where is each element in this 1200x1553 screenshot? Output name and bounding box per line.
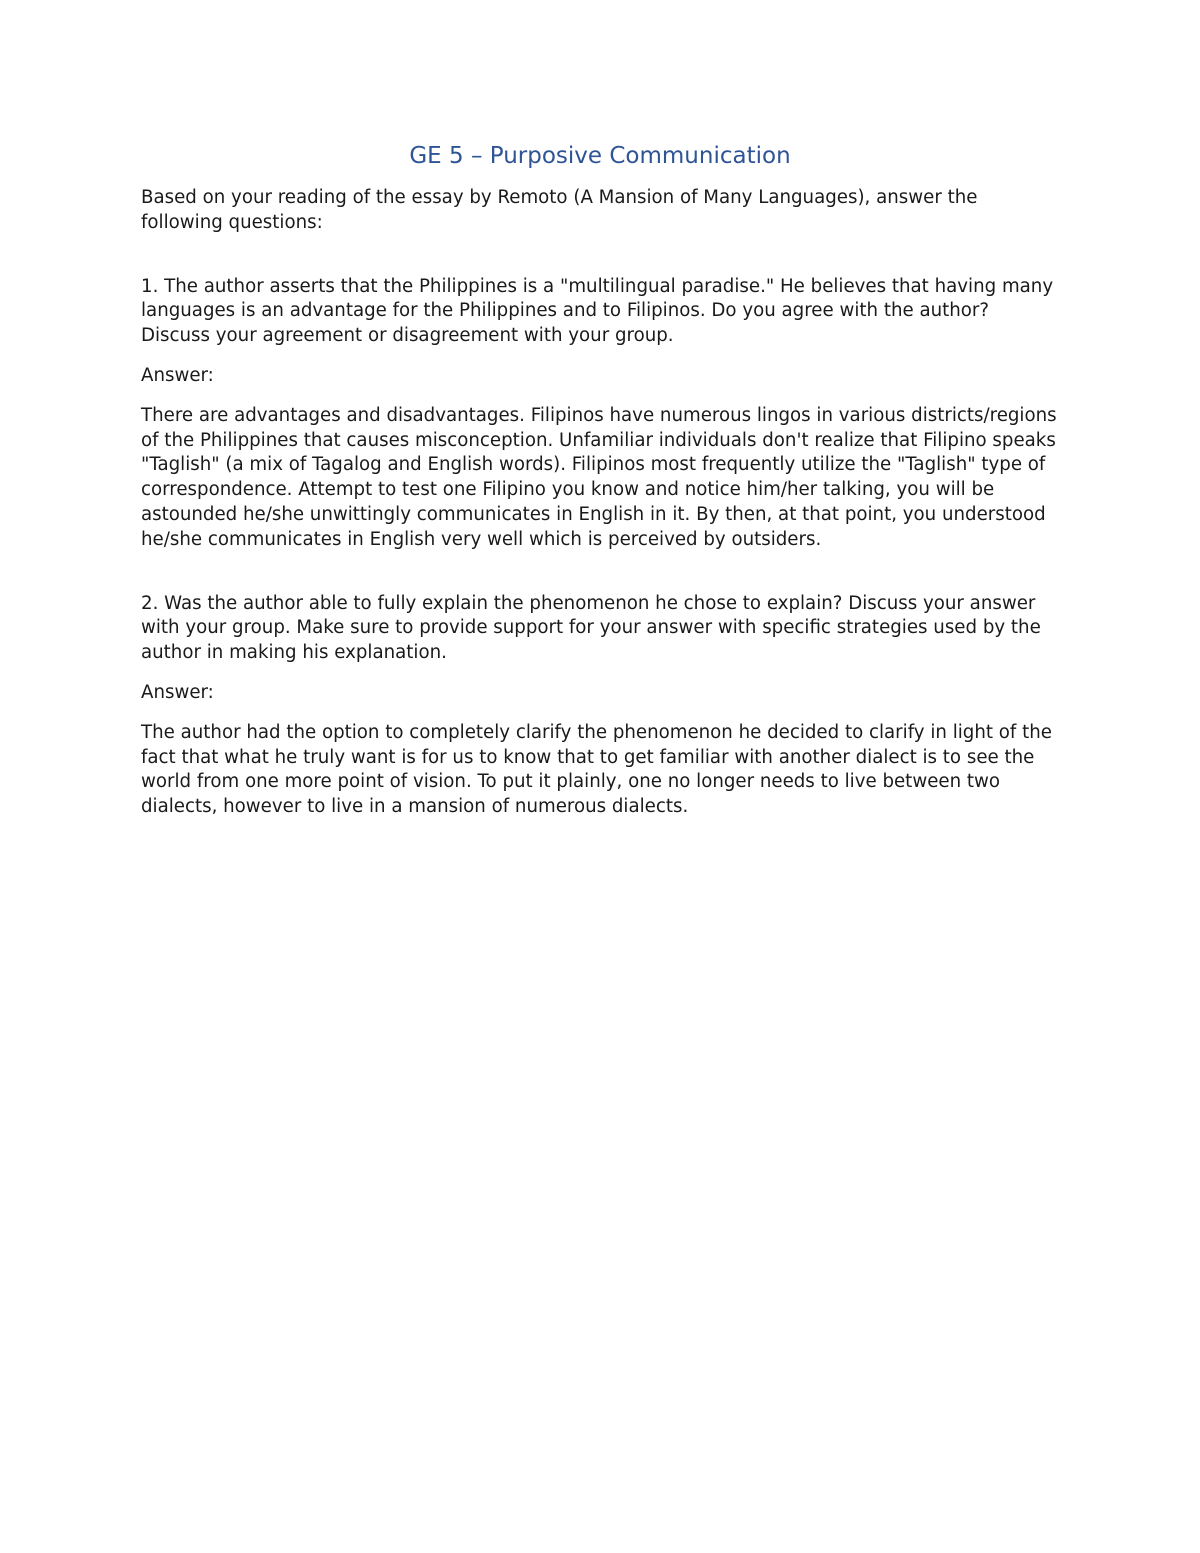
answer-1-label: Answer: [141, 364, 214, 386]
question-1-text: 1. The author asserts that the Philippines is a "multilingual paradise." He believes that having many languages is an advantage for the Philippines and to Filipinos. Do you agree with the author? Discuss your agreement or disagreement with your group. [141, 275, 1054, 347]
question-block-2 [141, 592, 1061, 820]
answer-1-text: There are advantages and disadvantages. Filipinos have numerous lingos in various districts/regions of the Philippines that causes misconception. Unfamiliar individuals don't realize that Filipino speaks "Taglish" (a mix of Tagalog and English words). Filipinos most frequently utilize the "Taglish" type of correspondence. Attempt to test one Filipino you know and notice him/her talking, you will be astounded he/she unwittingly communicates in English in it. By then, at that point, you understood he/she communicates in English very well which is perceived by outsiders. [141, 404, 1057, 550]
question-block-1 [141, 275, 1061, 553]
document-body [141, 140, 1061, 859]
answer-2-label: Answer: [141, 681, 214, 703]
document-title: GE 5 – Purposive Communication [409, 143, 791, 169]
intro-paragraph: Based on your reading of the essay by Remoto (A Mansion of Many Languages), answer the following questions: [141, 187, 978, 233]
question-2-text: 2. Was the author able to fully explain the phenomenon he chose to explain? Discuss your answer with your group. Make sure to provide support for your answer with specific strategies used by the author in making his explanation. [141, 592, 1041, 664]
answer-2-text: The author had the option to completely clarify the phenomenon he decided to clarify in light of the fact that what he truly want is for us to know that to get familiar with another dialect is to see the world from one more point of vision. To put it plainly, one no longer needs to live between two dialects, however to live in a mansion of numerous dialects. [141, 721, 1052, 818]
